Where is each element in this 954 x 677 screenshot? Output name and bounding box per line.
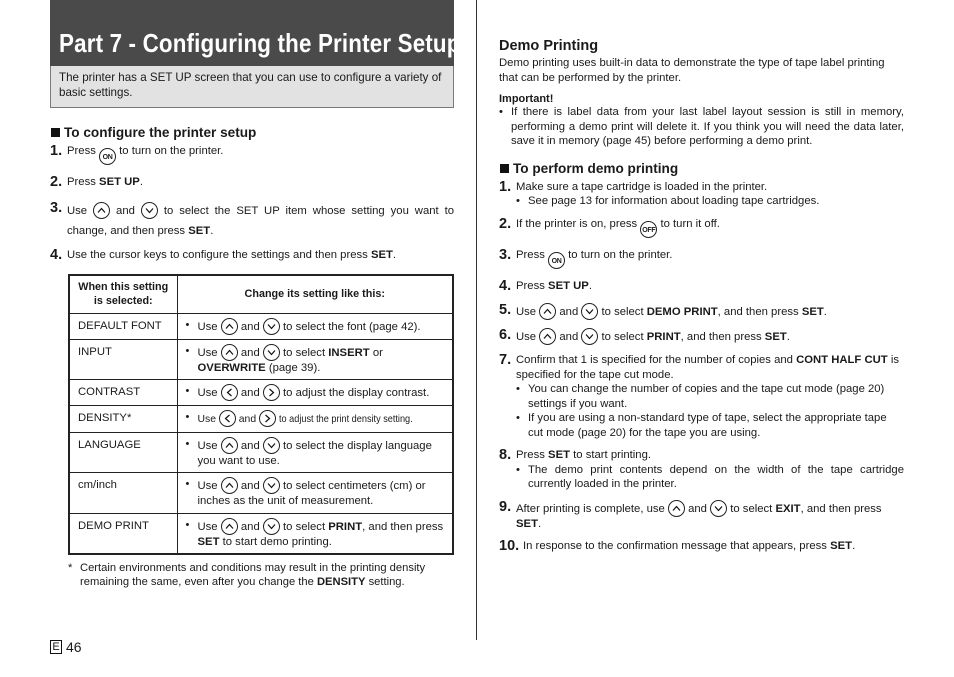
page-letter-badge: E	[50, 640, 62, 654]
demo-step-1: 1. Make sure a tape cartridge is loaded in the printer. • See page 13 for information about loading tape cartridges.	[499, 178, 820, 207]
demo-heading: To perform demo printing	[499, 161, 904, 176]
table-row: DENSITY* • Use and to adjust the print density setting.	[69, 406, 453, 433]
up-arrow-key-icon	[221, 318, 238, 335]
square-bullet-icon	[51, 128, 60, 137]
demo-step-9: 9. After printing is complete, use and to select EXIT, and then press SET.	[499, 498, 882, 530]
up-arrow-key-icon	[221, 518, 238, 535]
down-arrow-key-icon	[263, 437, 280, 454]
page-title: Part 7 - Configuring the Printer Setup	[59, 28, 461, 58]
part-header	[50, 0, 461, 66]
down-arrow-key-icon	[263, 318, 280, 335]
right-arrow-key-icon	[263, 384, 280, 401]
table-row: DEFAULT FONT • Use and to select the font (page 42).	[69, 313, 453, 339]
up-arrow-key-icon	[93, 202, 110, 219]
down-arrow-key-icon	[581, 328, 598, 345]
page-number: E 46	[50, 639, 82, 655]
configure-step-1: 1. Press ON to turn on the printer.	[50, 144, 454, 165]
down-arrow-key-icon	[710, 500, 727, 517]
square-bullet-icon	[500, 164, 509, 173]
table-row: CONTRAST • Use and to adjust the display contrast.	[69, 380, 453, 406]
up-arrow-key-icon	[221, 437, 238, 454]
table-row: cm/inch • Use and to select centimeters (cm) or inches as the unit of measurement.	[69, 473, 453, 514]
up-arrow-key-icon	[539, 328, 556, 345]
column-divider	[476, 0, 477, 640]
left-column	[50, 0, 461, 589]
important-label: Important!	[499, 93, 554, 105]
right-arrow-key-icon	[259, 410, 276, 427]
on-key-icon: ON	[99, 148, 116, 165]
demo-title: Demo Printing	[499, 38, 599, 54]
table-row: INPUT • Use and to select INSERT or OVERWRITE (page 39).	[69, 339, 453, 380]
settings-table	[68, 274, 454, 555]
demo-step-4: 4. Press SET UP.	[499, 277, 592, 294]
demo-step-7: 7. Confirm that 1 is specified for the number of copies and CONT HALF CUT is specified for the tape cut mode. • You can change the number of copies and the tape cut mode (page 20) settings if you want. • If you are using a non-standard type of tape, select the appropriate tape cut mode (page 20) for the tape you are using.	[499, 352, 899, 439]
right-column	[499, 38, 904, 554]
configure-step-3: 3. Use and to select the SET UP item whose setting you want to change, and then press SET.	[50, 199, 455, 237]
footnote: * Certain environments and conditions may result in the printing density remaining the same, even after you change the DENSITY setting.	[68, 562, 426, 588]
down-arrow-key-icon	[263, 344, 280, 361]
down-arrow-key-icon	[581, 303, 598, 320]
down-arrow-key-icon	[141, 202, 158, 219]
up-arrow-key-icon	[539, 303, 556, 320]
configure-step-4: 4. Use the cursor keys to configure the settings and then press SET.	[50, 246, 397, 263]
demo-step-6: 6. Use and to select PRINT, and then press SET.	[499, 327, 790, 343]
demo-intro: Demo printing uses built-in data to demonstrate the type of tape label printing that can be performed by the printer.	[499, 57, 885, 84]
demo-step-5: 5. Use and to select DEMO PRINT, and then press SET.	[499, 302, 827, 318]
table-header-setting: When this setting is selected:	[69, 275, 177, 313]
down-arrow-key-icon	[263, 477, 280, 494]
demo-step-3: 3. Press ON to turn on the printer.	[499, 248, 904, 269]
configure-step-2: 2. Press SET UP.	[50, 174, 143, 190]
demo-step-8: 8. Press SET to start printing. • The demo print contents depend on the width of the tape cartridge currently loaded in the printer.	[499, 447, 904, 490]
on-key-icon: ON	[548, 252, 565, 269]
demo-step-2: 2. If the printer is on, press OFF to turn it off.	[499, 217, 904, 238]
left-arrow-key-icon	[219, 410, 236, 427]
intro-text: The printer has a SET UP screen that you can use to configure a variety of basic settings.	[59, 71, 442, 99]
up-arrow-key-icon	[221, 344, 238, 361]
down-arrow-key-icon	[263, 518, 280, 535]
table-header-row	[69, 275, 453, 313]
table-header-change: Change its setting like this:	[177, 275, 453, 313]
important-note: • If there is label data from your last label layout session is still in memory, performing a demo print will delete it. If you think you will need the data later, save it in memory (page 45) before performing a demo print.	[499, 106, 904, 147]
up-arrow-key-icon	[221, 477, 238, 494]
table-row: LANGUAGE • Use and to select the display language you want to use.	[69, 432, 453, 473]
demo-step-10: 10. In response to the confirmation message that appears, press SET.	[499, 538, 856, 554]
intro-box	[50, 66, 454, 108]
up-arrow-key-icon	[668, 500, 685, 517]
configure-heading: To configure the printer setup	[50, 125, 454, 140]
left-arrow-key-icon	[221, 384, 238, 401]
table-row: DEMO PRINT • Use and to select PRINT, and then press SET to start demo printing.	[69, 513, 453, 554]
off-key-icon: OFF	[640, 221, 657, 238]
